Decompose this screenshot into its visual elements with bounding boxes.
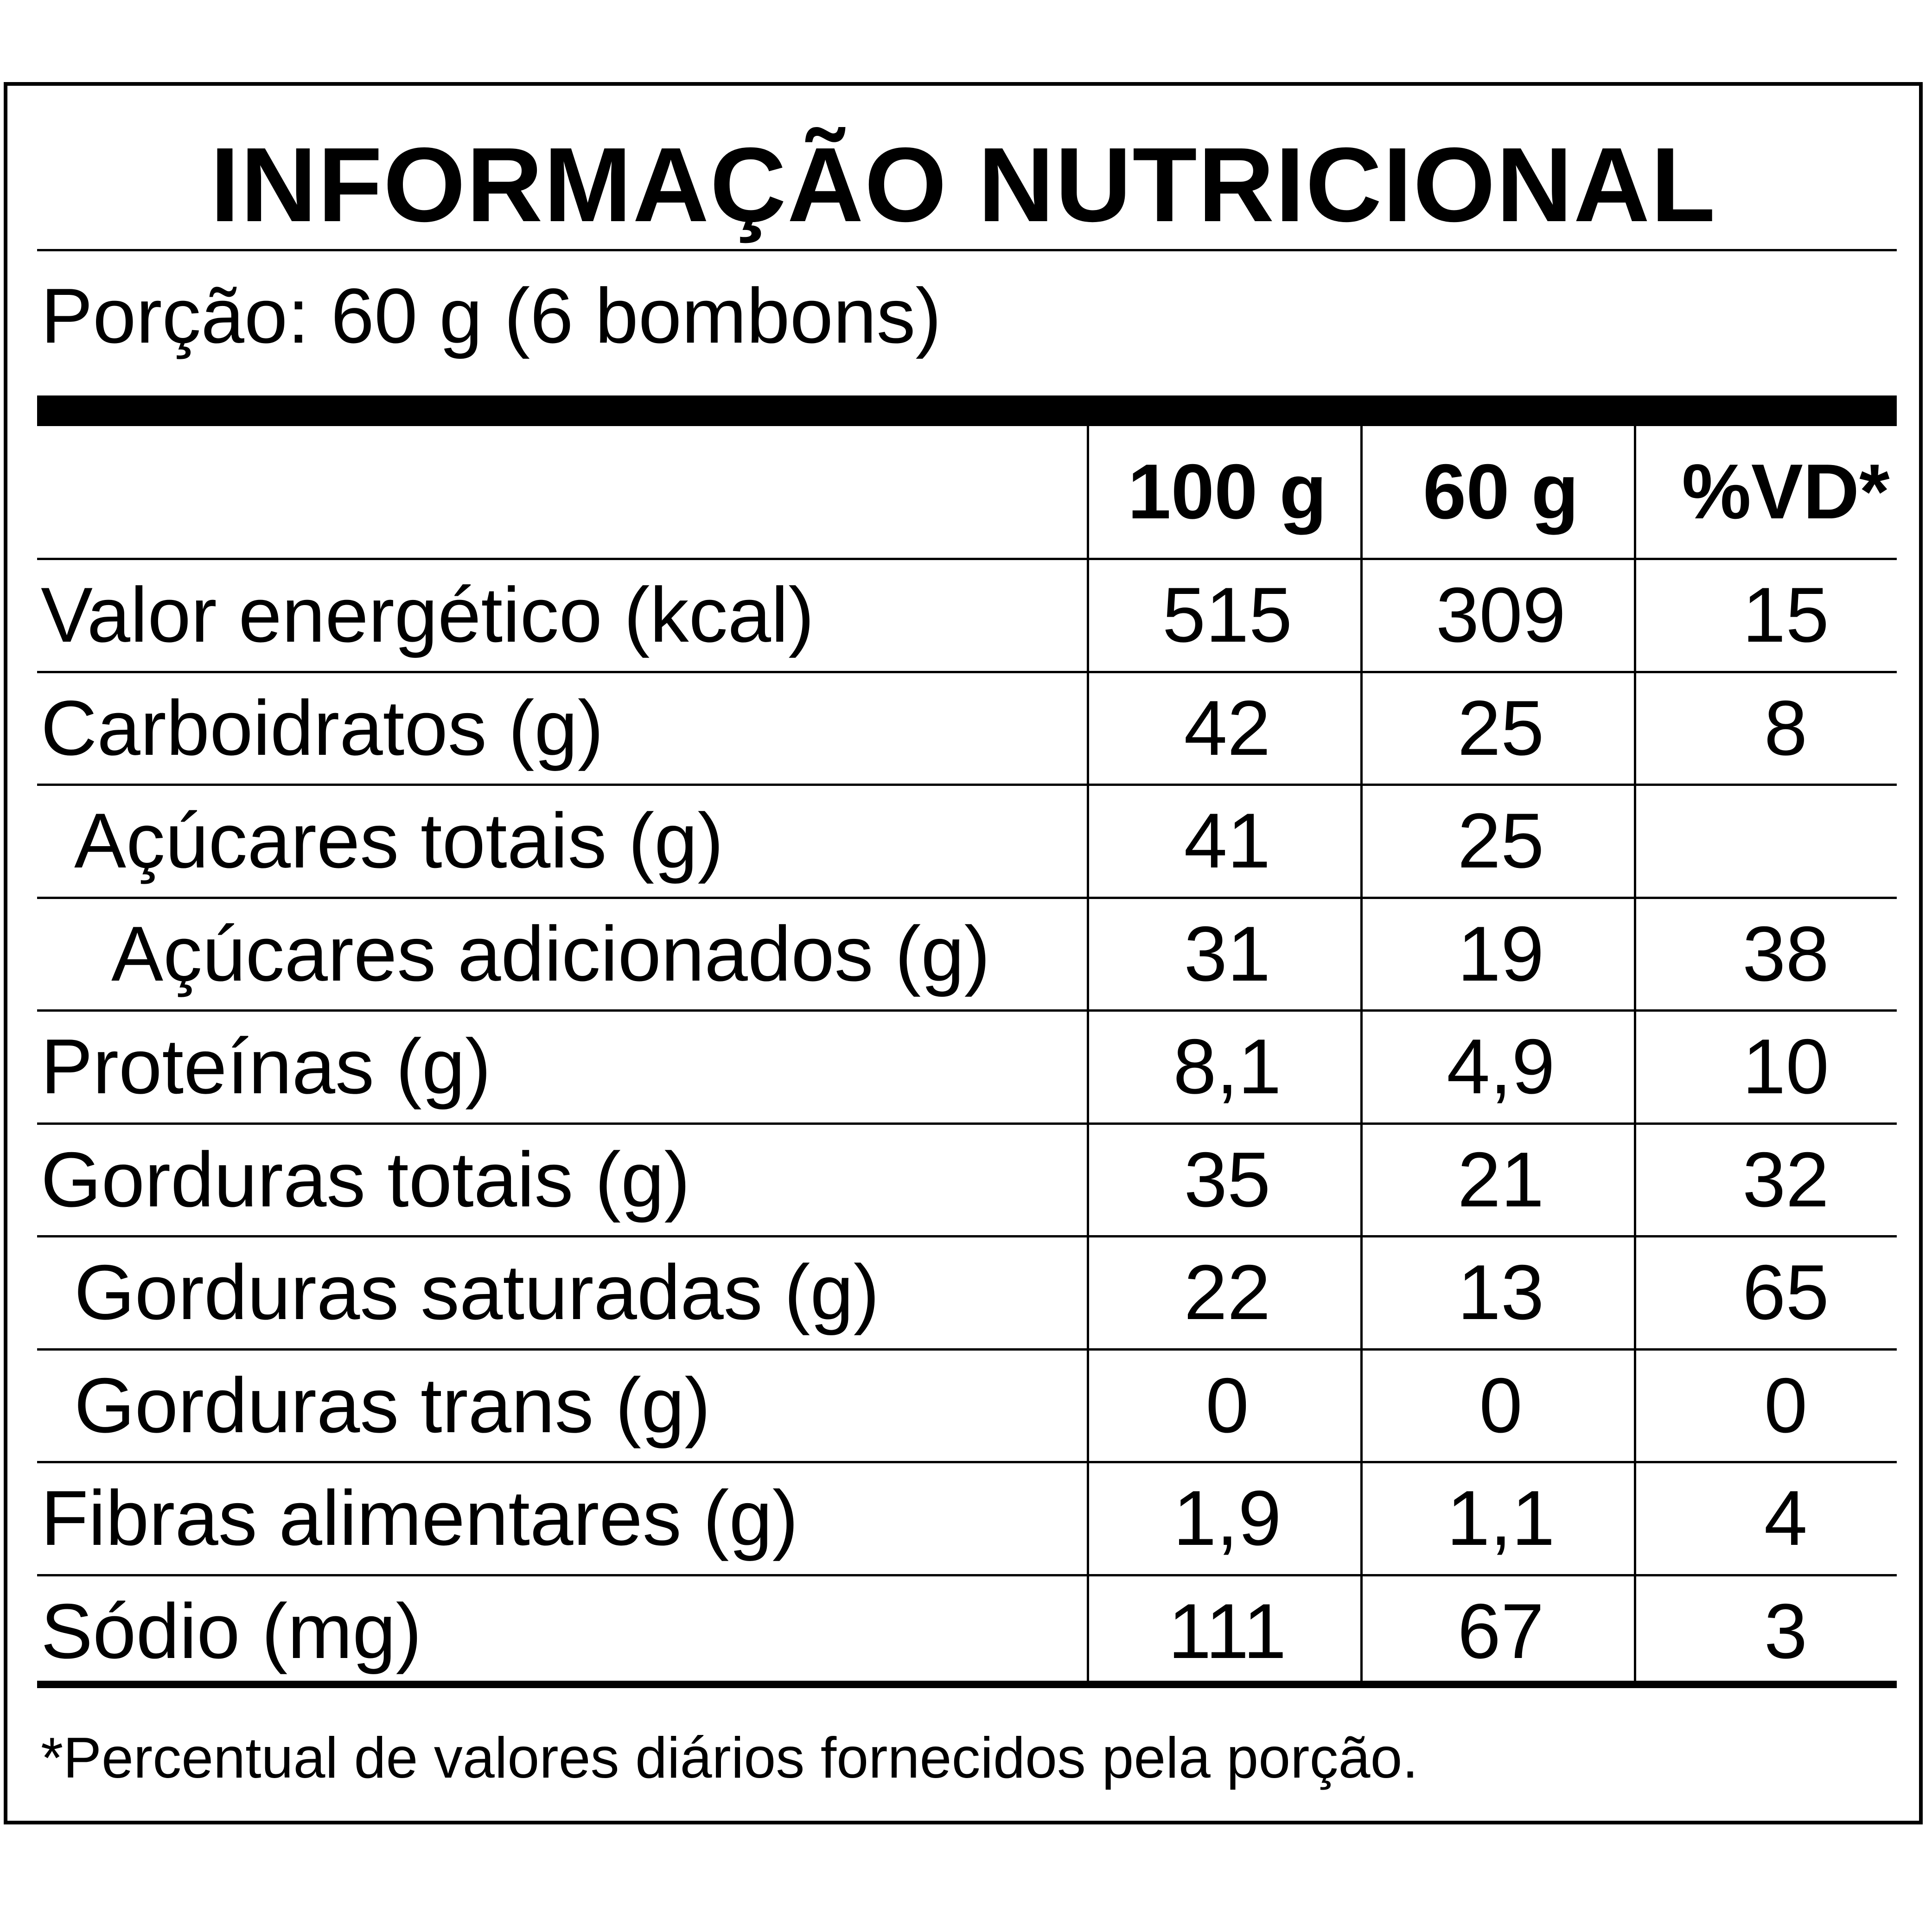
footnote: *Percentual de valores diários fornecidos pela porção. (41, 1726, 1418, 1790)
value-100g: 0 (1205, 1361, 1249, 1449)
nutrient-row (37, 784, 1897, 898)
title-divider (37, 249, 1897, 251)
value-60g: 25 (1457, 684, 1544, 772)
nutrient-row (37, 1575, 1897, 1688)
value-60g: 21 (1457, 1135, 1544, 1223)
nutrient-row (37, 1010, 1897, 1123)
value-60g: 0 (1479, 1361, 1523, 1449)
nutrient-row (37, 1123, 1897, 1237)
value-100g: 22 (1184, 1249, 1271, 1336)
value-60g: 25 (1457, 797, 1544, 885)
value-100g: 41 (1184, 797, 1271, 885)
nutrient-label: Sódio (mg) (41, 1587, 422, 1675)
value-60g: 67 (1457, 1587, 1544, 1675)
nutrient-row (37, 559, 1897, 672)
value-vd: 8 (1764, 684, 1808, 772)
nutrient-label: Fibras alimentares (g) (41, 1474, 798, 1562)
table-bottom-rule (37, 1681, 1897, 1688)
nutrient-label: Gorduras totais (g) (41, 1135, 690, 1223)
portion-divider (37, 395, 1897, 426)
nutrient-label: Proteínas (g) (41, 1023, 491, 1110)
value-60g: 13 (1457, 1249, 1544, 1336)
nutrient-row (37, 1462, 1897, 1575)
header-row (37, 424, 1897, 559)
nutrient-label: Gorduras saturadas (g) (74, 1249, 880, 1336)
value-vd: 65 (1742, 1249, 1829, 1336)
nutrient-row (37, 1349, 1897, 1462)
header-vd: %VD* (1682, 447, 1890, 535)
value-100g: 111 (1168, 1587, 1287, 1675)
nutrient-row (37, 898, 1897, 1011)
value-vd: 32 (1742, 1135, 1829, 1223)
header-100g: 100 g (1128, 447, 1327, 535)
nutrition-label (4, 82, 1923, 1824)
value-60g: 309 (1435, 571, 1566, 659)
value-100g: 31 (1184, 910, 1271, 997)
value-60g: 1,1 (1447, 1474, 1555, 1562)
value-vd: 10 (1742, 1023, 1829, 1110)
value-100g: 35 (1184, 1135, 1271, 1223)
portion-size: Porção: 60 g (6 bombons) (41, 272, 942, 359)
value-60g: 19 (1457, 910, 1544, 997)
value-100g: 1,9 (1173, 1474, 1282, 1562)
value-vd (1638, 784, 1932, 898)
nutrient-label: Gorduras trans (g) (74, 1361, 711, 1449)
value-vd: 15 (1742, 571, 1829, 659)
nutrient-row (37, 1236, 1897, 1349)
value-60g: 4,9 (1447, 1023, 1555, 1110)
value-vd: 4 (1764, 1474, 1808, 1562)
nutrient-label: Açúcares adicionados (g) (111, 910, 990, 997)
nutrient-row (37, 672, 1897, 785)
header-60g: 60 g (1422, 447, 1579, 535)
nutrient-label: Açúcares totais (g) (74, 797, 724, 885)
nutrient-label: Valor energético (kcal) (41, 571, 815, 659)
value-100g: 42 (1184, 684, 1271, 772)
value-100g: 8,1 (1173, 1023, 1282, 1110)
value-100g: 515 (1162, 571, 1293, 659)
value-vd: 0 (1764, 1361, 1808, 1449)
label-title: INFORMAÇÃO NUTRICIONAL (210, 126, 1716, 244)
value-vd: 3 (1764, 1587, 1808, 1675)
value-vd: 38 (1742, 910, 1829, 997)
nutrient-label: Carboidratos (g) (41, 684, 604, 772)
